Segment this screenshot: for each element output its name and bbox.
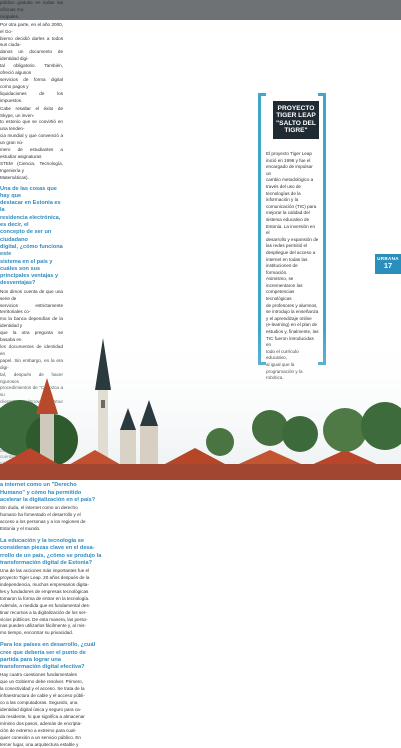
- bracket-left: [258, 93, 266, 365]
- interview-question: a internet como un "Derecho Humano" y cómo ha permitido acelerar la digitalización en el país?: [0, 482, 96, 504]
- tree: [252, 410, 288, 446]
- tree: [282, 416, 318, 452]
- section-tab: [375, 254, 401, 274]
- body-paragraph: Nos dimos cuenta de que una serie de servicios estrictamente territoriales co- mo la banca dependían de la identidad y: [0, 288, 63, 329]
- sidebar-text: El proyecto Tiger Leap inició en 1996 y fue el encargado de impulsar un cambio metodológico a través del uso de tecnologías de la información y la comunicación (TIC) para mejorar la calidad del sistema educativo de Estonia. La inversión en el desarrollo y expansión de las redes permitió el despliegue del acceso a internet en todas las instituciones de formación. Asimismo, se incrementaron las competencias tecnológicas de profesores y alumnos, se introdujo la enseñanza y el aprendizaje online (e-learning) en el plan de: [266, 151, 319, 328]
- body-paragraph: Hay cuatro cuestiones fundamentales que un Gobierno debe resolver. Primero, la conectividad y el acceso. Se trata de la infraestructura de cable y el acceso públi- co a las computadoras. Segundo, una identidad digital única y seguro para ca- da residente, lo que significa a almacenar mínimo dos pasos, además de encripta- ción de extremo a extremo para cual- quier conexión a un servicio público. En tercer lugar, una arquitectura estable y: [0, 672, 85, 747]
- tree: [206, 428, 234, 456]
- body-paragraph: Sin duda, el internet como un derecho humano ha fomentado el desarrollo y el acceso a los personas y a los regiones de Estonia y el mundo.: [0, 505, 86, 532]
- page-number: 17: [383, 261, 393, 270]
- sidebar-box: [258, 93, 326, 365]
- body-paragraph: Una de las acciones más importantes fue el proyecto Tiger Leap. 20 años después de la independencia, muchos empresarios digita- les y fundadores de empresas tecnológicas tomaron la forma de entrar en la tecnología. Además, a medida que es fundamental des- tinar recursos a la digitalización de los ser- vicios públicos. De esta manera, las perso- nas pueden utilizarlos fácilmente y, al mis- mo tiempo, encontrar su privacidad.: [0, 568, 91, 636]
- bracket-right: [318, 93, 326, 365]
- city-skyline-illustration: [0, 330, 401, 480]
- body-paragraph: Por otra parte, en el año 2000, el Go- bierno decidió darles a todos sus ciuda- danos un documento de identidad digi- tal obligatorio. También, ofreció algunos servicios de forma digital como pagos y liquidaciones de los impuestos.: [0, 21, 63, 103]
- body-paragraph: Cabe resaltar el éxito de Skype, un inven- to estonio que se convirtió en una tenden- cia mundial y que convenció a un gran nú- mero de estudiantes a estudiar asignaturas STEM (Ciencia, Tecnología, Ingeniería y Matemáticas).: [0, 105, 63, 180]
- interview-question: La educación y la tecnología se consideran piezas clave en el desa- rrollo de un país, ¿cómo se produjo la transformación digital de Estonia?: [0, 538, 102, 566]
- interview-question: Una de las cosas que hay que destacar en Estonia es la residencia electrónica, es decir, el concepto de ser un ciudadano digital, ¿cómo funciona este sistema en el país y cuáles son sus principales ventajas y desventajas?: [0, 185, 63, 287]
- section-label: URBANA: [377, 256, 399, 261]
- tree: [323, 408, 367, 452]
- column-middle: [0, 475, 103, 748]
- interview-question: Para los países en desarrollo, ¿cuál cree que debería ser el punto de partida para lograr una transformación digital efectiva?: [0, 642, 96, 671]
- body-paragraph: público gratuito en todas las oficinas mu- nicipales.: [0, 0, 63, 19]
- sidebar-title: PROYECTO TIGER LEAP "SALTO DEL TIGRE": [273, 101, 319, 139]
